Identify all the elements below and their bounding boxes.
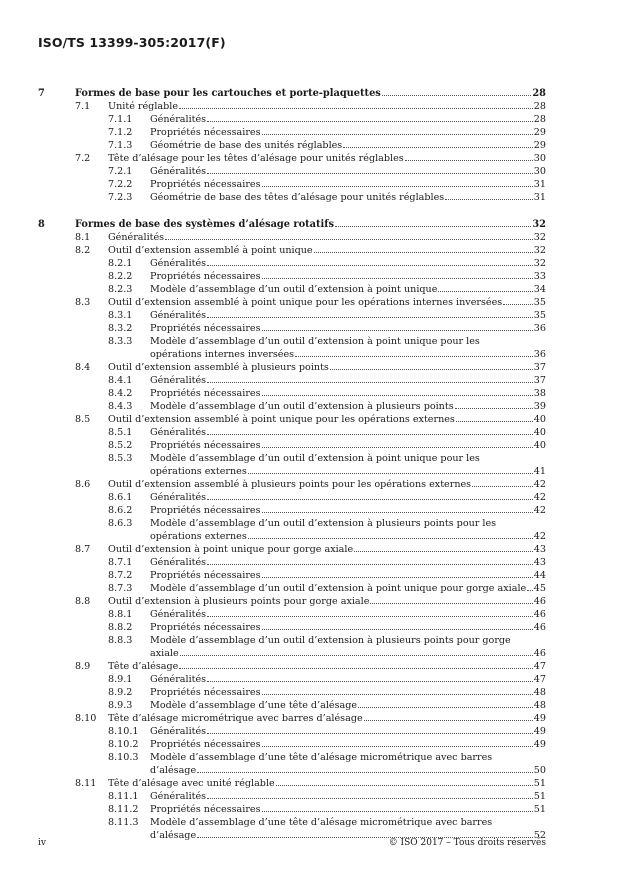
toc-entry-page: 48: [533, 700, 546, 711]
toc-entry-title: Tête d’alésage pour les têtes d’alésage pour unités réglables: [108, 153, 404, 164]
toc-entry-number: 8.7.2: [108, 570, 133, 581]
toc-entry-page: 39: [533, 401, 546, 412]
toc-entry-page: 37: [533, 362, 546, 373]
toc-entry-number: 7.2.2: [108, 179, 133, 190]
toc-leader-dots: [262, 330, 533, 331]
toc-subsection-row[interactable]: [0, 517, 620, 530]
toc-entry-number: 8.3.2: [108, 323, 133, 334]
toc-leader-dots: [276, 785, 533, 786]
toc-entry-page: 52: [533, 830, 546, 841]
toc-subsection-row[interactable]: [0, 113, 620, 126]
toc-subsection-row-continuation[interactable]: [0, 465, 620, 478]
toc-leader-dots: [335, 226, 531, 227]
toc-subsection-row[interactable]: [0, 751, 620, 764]
toc-subsection-row[interactable]: [0, 634, 620, 647]
toc-subsection-row[interactable]: [0, 621, 620, 634]
toc-entry-page: 34: [533, 284, 546, 295]
toc-entry-number: 8.8.2: [108, 622, 133, 633]
toc-section-row[interactable]: [0, 231, 620, 244]
toc-entry-title-continuation: d’alésage: [150, 765, 197, 776]
toc-subsection-row[interactable]: [0, 400, 620, 413]
toc-leader-dots: [262, 694, 533, 695]
toc-subsection-row[interactable]: [0, 439, 620, 452]
toc-leader-dots: [207, 317, 533, 318]
toc-entry-page: 35: [533, 310, 546, 321]
toc-entry-number: 8.4.1: [108, 375, 133, 386]
toc-entry-page: 51: [533, 778, 546, 789]
toc-entry-page: 36: [533, 349, 546, 360]
toc-entry-number: 8.11.3: [108, 817, 139, 828]
toc-entry-title: Propriétés nécessaires: [150, 127, 261, 138]
toc-entry-number: 8.10.3: [108, 752, 139, 763]
toc-entry-number: 8.11: [75, 778, 97, 789]
toc-leader-dots: [197, 772, 533, 773]
toc-entry-title: Généralités: [150, 791, 207, 802]
toc-subsection-row[interactable]: [0, 322, 620, 335]
toc-entry-page: 42: [533, 492, 546, 503]
toc-entry-number: 8.6: [75, 479, 91, 490]
toc-entry-number: 8.8.3: [108, 635, 133, 646]
toc-section-row[interactable]: [0, 244, 620, 257]
toc-leader-dots: [207, 733, 533, 734]
toc-subsection-row[interactable]: [0, 126, 620, 139]
toc-entry-number: 8.2.3: [108, 284, 133, 295]
toc-entry-number: 8.4.2: [108, 388, 133, 399]
toc-entry-title: Généralités: [150, 258, 207, 269]
toc-leader-dots: [262, 512, 533, 513]
toc-subsection-row[interactable]: [0, 686, 620, 699]
toc-leader-dots: [314, 252, 533, 253]
toc-entry-page: 48: [533, 687, 546, 698]
toc-entry-title: Modèle d’assemblage d’un outil d’extension à point unique pour les: [150, 336, 480, 347]
toc-entry-title: Généralités: [150, 609, 207, 620]
toc-entry-number: 8.2.2: [108, 271, 133, 282]
toc-leader-dots: [262, 134, 533, 135]
toc-section-row[interactable]: [0, 361, 620, 374]
toc-entry-number: 8.6.2: [108, 505, 133, 516]
toc-subsection-row[interactable]: [0, 699, 620, 712]
toc-leader-dots: [248, 538, 533, 539]
toc-entry-number: 8.6.1: [108, 492, 133, 503]
toc-entry-title: Géométrie de base des unités réglables: [150, 140, 343, 151]
toc-entry-page: 46: [533, 622, 546, 633]
toc-entry-page: 37: [533, 375, 546, 386]
toc-subsection-row[interactable]: [0, 491, 620, 504]
toc-entry-title: Propriétés nécessaires: [150, 179, 261, 190]
toc-entry-page: 46: [533, 609, 546, 620]
toc-subsection-row[interactable]: [0, 335, 620, 348]
toc-entry-title: Outil d’extension assemblé à plusieurs points: [108, 362, 329, 373]
toc-entry-page: 35: [533, 297, 546, 308]
toc-leader-dots: [262, 395, 533, 396]
toc-entry-title: Unité réglable: [108, 101, 178, 112]
toc-section-row[interactable]: [0, 712, 620, 725]
toc-entry-page: 44: [533, 570, 546, 581]
toc-subsection-row[interactable]: [0, 569, 620, 582]
toc-leader-dots: [180, 655, 533, 656]
toc-entry-page: 30: [533, 153, 546, 164]
toc-entry-page: 42: [533, 479, 546, 490]
toc-subsection-row[interactable]: [0, 582, 620, 595]
toc-entry-page: 42: [533, 531, 546, 542]
toc-subsection-row[interactable]: [0, 790, 620, 803]
toc-entry-number: 8.9.1: [108, 674, 133, 685]
toc-subsection-row[interactable]: [0, 165, 620, 178]
toc-entry-title: Modèle d’assemblage d’un outil d’extension à plusieurs points pour les: [150, 518, 497, 529]
toc-subsection-row[interactable]: [0, 270, 620, 283]
toc-entry-number: 8.6.3: [108, 518, 133, 529]
toc-entry-page: 51: [533, 804, 546, 815]
toc-leader-dots: [405, 160, 533, 161]
toc-leader-dots: [207, 616, 533, 617]
toc-subsection-row[interactable]: [0, 426, 620, 439]
toc-entry-number: 8.10.2: [108, 739, 139, 750]
toc-section-row[interactable]: [0, 152, 620, 165]
toc-entry-number: 8.9.3: [108, 700, 133, 711]
toc-entry-number: 8.5.2: [108, 440, 133, 451]
toc-entry-page: 49: [533, 726, 546, 737]
toc-entry-page: 32: [533, 258, 546, 269]
toc-leader-dots: [262, 629, 533, 630]
toc-entry-title: Généralités: [150, 557, 207, 568]
toc-leader-dots: [382, 95, 532, 96]
toc-subsection-row[interactable]: [0, 283, 620, 296]
toc-entry-title: Généralités: [150, 726, 207, 737]
toc-subsection-row-continuation[interactable]: [0, 764, 620, 777]
toc-entry-title: Modèle d’assemblage d’un outil d’extension à point unique pour les: [150, 453, 480, 464]
toc-entry-number: 7.1: [75, 101, 91, 112]
toc-leader-dots: [262, 278, 533, 279]
toc-entry-number: 8.4: [75, 362, 91, 373]
copyright-notice: © ISO 2017 – Tous droits réservés: [388, 838, 546, 848]
toc-entry-title-continuation: opérations externes: [150, 466, 247, 477]
toc-entry-title: Modèle d’assemblage d’une tête d’alésage micrométrique avec barres: [150, 817, 493, 828]
toc-entry-title: Propriétés nécessaires: [150, 440, 261, 451]
toc-entry-title-continuation: d’alésage: [150, 830, 197, 841]
toc-subsection-row[interactable]: [0, 608, 620, 621]
toc-entry-page: 30: [533, 166, 546, 177]
toc-entry-title: Outil d’extension assemblé à point unique pour les opérations internes inversées: [108, 297, 503, 308]
toc-entry-title: Généralités: [150, 674, 207, 685]
document-id: ISO/TS 13399-305:2017(F): [38, 35, 226, 50]
toc-section-row[interactable]: [0, 543, 620, 556]
toc-leader-dots: [455, 408, 533, 409]
toc-subsection-row[interactable]: [0, 257, 620, 270]
toc-entry-title: Modèle d’assemblage d’un outil d’extension à plusieurs points: [150, 401, 454, 412]
toc-entry-number: 7.1.1: [108, 114, 133, 125]
toc-entry-title: Généralités: [150, 492, 207, 503]
toc-section-row[interactable]: [0, 478, 620, 491]
toc-leader-dots: [207, 434, 533, 435]
toc-leader-dots: [445, 199, 533, 200]
toc-entry-page: 32: [532, 219, 546, 230]
toc-entry-page: 49: [533, 739, 546, 750]
toc-leader-dots: [207, 798, 533, 799]
toc-entry-page: 43: [533, 557, 546, 568]
toc-entry-number: 8.11.2: [108, 804, 139, 815]
toc-entry-page: 28: [533, 114, 546, 125]
toc-subsection-row[interactable]: [0, 191, 620, 204]
toc-leader-dots: [262, 577, 533, 578]
toc-entry-page: 28: [532, 88, 546, 99]
toc-subsection-row[interactable]: [0, 556, 620, 569]
toc-entry-number: 8.3.1: [108, 310, 133, 321]
toc-entry-page: 51: [533, 791, 546, 802]
toc-section-row[interactable]: [0, 595, 620, 608]
toc-subsection-row[interactable]: [0, 673, 620, 686]
toc-entry-number: 8.2.1: [108, 258, 133, 269]
toc-leader-dots: [364, 720, 533, 721]
toc-leader-dots: [179, 108, 533, 109]
toc-entry-title: Propriétés nécessaires: [150, 622, 261, 633]
toc-entry-page: 42: [533, 505, 546, 516]
toc-entry-number: 8.10: [75, 713, 97, 724]
toc-entry-number: 7.2.1: [108, 166, 133, 177]
toc-subsection-row[interactable]: [0, 374, 620, 387]
toc-entry-title: Propriétés nécessaires: [150, 570, 261, 581]
toc-entry-title: Outil d’extension assemblé à plusieurs points pour les opérations externes: [108, 479, 472, 490]
toc-leader-dots: [354, 551, 533, 552]
toc-leader-dots: [370, 603, 532, 604]
toc-subsection-row[interactable]: [0, 178, 620, 191]
toc-leader-dots: [207, 382, 533, 383]
toc-entry-title: Propriétés nécessaires: [150, 323, 261, 334]
toc-entry-title-continuation: opérations internes inversées: [150, 349, 295, 360]
toc-leader-dots: [179, 668, 532, 669]
toc-entry-number: 7.1.2: [108, 127, 133, 138]
toc-leader-dots: [207, 265, 533, 266]
toc-entry-number: 7: [38, 88, 45, 99]
toc-chapter-row[interactable]: [0, 87, 620, 100]
toc-entry-number: 8.5.3: [108, 453, 133, 464]
toc-entry-number: 8.1: [75, 232, 91, 243]
toc-subsection-row-continuation[interactable]: [0, 348, 620, 361]
toc-leader-dots: [295, 356, 533, 357]
toc-leader-dots: [456, 421, 533, 422]
toc-entry-page: 32: [533, 232, 546, 243]
toc-subsection-row[interactable]: [0, 139, 620, 152]
toc-entry-page: 31: [533, 192, 546, 203]
toc-entry-number: 8.9: [75, 661, 91, 672]
toc-leader-dots: [472, 486, 533, 487]
toc-entry-page: 29: [533, 127, 546, 138]
toc-subsection-row[interactable]: [0, 816, 620, 829]
toc-entry-title-continuation: opérations externes: [150, 531, 247, 542]
toc-subsection-row[interactable]: [0, 452, 620, 465]
toc-entry-page: 49: [533, 713, 546, 724]
toc-entry-title: Outil d’extension à point unique pour gorge axiale: [108, 544, 354, 555]
toc-entry-number: 8.7.1: [108, 557, 133, 568]
toc-entry-title: Modèle d’assemblage d’un outil d’extension à point unique: [150, 284, 438, 295]
toc-entry-number: 8.4.3: [108, 401, 133, 412]
toc-entry-title: Généralités: [150, 310, 207, 321]
toc-leader-dots: [207, 121, 533, 122]
toc-entry-title: Outil d’extension assemblé à point unique pour les opérations externes: [108, 414, 455, 425]
toc-leader-dots: [165, 239, 533, 240]
toc-entry-number: 8.7: [75, 544, 91, 555]
toc-entry-title: Propriétés nécessaires: [150, 804, 261, 815]
toc-entry-page: 41: [533, 466, 546, 477]
toc-subsection-row[interactable]: [0, 738, 620, 751]
toc-entry-title: Propriétés nécessaires: [150, 505, 261, 516]
toc-entry-title-continuation: axiale: [150, 648, 179, 659]
toc-entry-page: 29: [533, 140, 546, 151]
toc-leader-dots: [330, 369, 533, 370]
toc-leader-dots: [207, 681, 533, 682]
page-number: iv: [38, 838, 46, 848]
toc-section-row[interactable]: [0, 777, 620, 790]
toc-entry-title: Formes de base des systèmes d’alésage rotatifs: [75, 219, 334, 230]
toc-entry-page: 36: [533, 323, 546, 334]
toc-entry-page: 38: [533, 388, 546, 399]
toc-entry-title: Propriétés nécessaires: [150, 388, 261, 399]
toc-entry-number: 8.3: [75, 297, 91, 308]
toc-leader-dots: [248, 473, 533, 474]
toc-leader-dots: [207, 564, 533, 565]
toc-entry-number: 8.10.1: [108, 726, 139, 737]
toc-entry-title: Propriétés nécessaires: [150, 739, 261, 750]
toc-entry-title: Propriétés nécessaires: [150, 687, 261, 698]
toc-entry-number: 8.3.3: [108, 336, 133, 347]
toc-entry-title: Tête d’alésage micrométrique avec barres d’alésage: [108, 713, 363, 724]
toc-entry-page: 40: [533, 414, 546, 425]
toc-entry-title: Modèle d’assemblage d’une tête d’alésage: [150, 700, 358, 711]
toc-entry-page: 43: [533, 544, 546, 555]
toc-leader-dots: [343, 147, 533, 148]
toc-entry-title: Outil d’extension assemblé à point unique: [108, 245, 313, 256]
toc-entry-number: 8.5.1: [108, 427, 133, 438]
toc-subsection-row[interactable]: [0, 309, 620, 322]
toc-entry-number: 8: [38, 219, 45, 230]
toc-leader-dots: [503, 304, 533, 305]
toc-entry-number: 7.2: [75, 153, 91, 164]
toc-entry-title: Géométrie de base des têtes d’alésage pour unités réglables: [150, 192, 445, 203]
toc-entry-title: Tête d’alésage: [108, 661, 179, 672]
toc-leader-dots: [262, 746, 533, 747]
toc-entry-title: Tête d’alésage avec unité réglable: [108, 778, 275, 789]
toc-entry-number: 8.8: [75, 596, 91, 607]
toc-entry-title: Généralités: [150, 114, 207, 125]
toc-chapter-row[interactable]: [0, 218, 620, 231]
toc-entry-title: Formes de base pour les cartouches et porte-plaquettes: [75, 88, 381, 99]
toc-entry-title: Généralités: [150, 375, 207, 386]
toc-section-row[interactable]: [0, 413, 620, 426]
toc-entry-page: 40: [533, 427, 546, 438]
toc-entry-title: Généralités: [150, 427, 207, 438]
toc-section-row[interactable]: [0, 100, 620, 113]
toc-entry-title: Modèle d’assemblage d’une tête d’alésage micrométrique avec barres: [150, 752, 493, 763]
toc-section-row[interactable]: [0, 296, 620, 309]
toc-leader-dots: [358, 707, 533, 708]
toc-entry-page: 32: [533, 245, 546, 256]
toc-leader-dots: [527, 590, 533, 591]
toc-subsection-row[interactable]: [0, 387, 620, 400]
toc-entry-page: 46: [533, 596, 546, 607]
toc-leader-dots: [262, 811, 533, 812]
toc-leader-dots: [262, 447, 533, 448]
toc-leader-dots: [207, 499, 533, 500]
toc-leader-dots: [262, 186, 533, 187]
toc-entry-title: Généralités: [150, 166, 207, 177]
toc-entry-page: 33: [533, 271, 546, 282]
toc-entry-title: Généralités: [108, 232, 165, 243]
toc-leader-dots: [438, 291, 532, 292]
toc-entry-number: 7.2.3: [108, 192, 133, 203]
toc-subsection-row[interactable]: [0, 803, 620, 816]
table-of-contents: [0, 87, 620, 842]
toc-entry-number: 8.5: [75, 414, 91, 425]
toc-leader-dots: [207, 173, 533, 174]
toc-entry-title: Modèle d’assemblage d’un outil d’extension à plusieurs points pour gorge: [150, 635, 511, 646]
toc-entry-number: 8.2: [75, 245, 91, 256]
toc-entry-page: 47: [533, 661, 546, 672]
toc-entry-page: 46: [533, 648, 546, 659]
toc-entry-title: Outil d’extension à plusieurs points pour gorge axiale: [108, 596, 370, 607]
toc-subsection-row[interactable]: [0, 504, 620, 517]
toc-entry-title: Propriétés nécessaires: [150, 271, 261, 282]
toc-entry-page: 50: [533, 765, 546, 776]
toc-entry-number: 8.9.2: [108, 687, 133, 698]
toc-section-row[interactable]: [0, 660, 620, 673]
toc-entry-page: 31: [533, 179, 546, 190]
toc-entry-title: Modèle d’assemblage d’un outil d’extension à point unique pour gorge axiale: [150, 583, 527, 594]
toc-subsection-row[interactable]: [0, 725, 620, 738]
toc-entry-number: 8.11.1: [108, 791, 139, 802]
toc-entry-number: 7.1.3: [108, 140, 133, 151]
toc-entry-page: 45: [533, 583, 546, 594]
toc-subsection-row-continuation[interactable]: [0, 647, 620, 660]
toc-entry-number: 8.7.3: [108, 583, 133, 594]
toc-entry-page: 40: [533, 440, 546, 451]
toc-entry-number: 8.8.1: [108, 609, 133, 620]
toc-entry-page: 47: [533, 674, 546, 685]
toc-subsection-row-continuation[interactable]: [0, 530, 620, 543]
toc-entry-page: 28: [533, 101, 546, 112]
